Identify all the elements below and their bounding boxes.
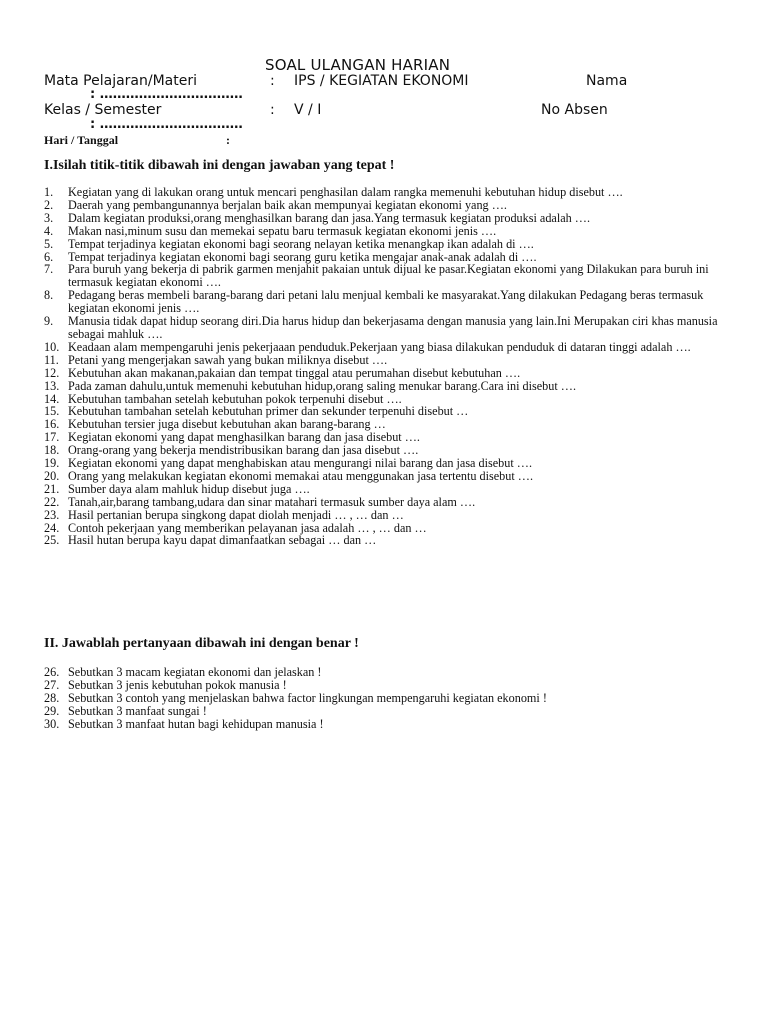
kelas-value: V / I (294, 102, 322, 118)
question-number: 21. (44, 481, 60, 496)
question-item (44, 367, 724, 380)
question-text: Hasil hutan berupa kayu dapat dimanfaatkan sebagai … dan … (68, 533, 377, 548)
question-item (44, 509, 724, 522)
question-number: 9. (44, 314, 54, 329)
mapel-separator: : (270, 73, 275, 89)
question-number: 11. (44, 352, 59, 367)
question-number: 28. (44, 690, 60, 705)
nama-dotted-field: : …………………………… (90, 87, 243, 102)
question-item (44, 354, 724, 367)
nama-label: Nama (586, 73, 628, 89)
question-text: Sumber daya alam mahluk hidup disebut juga …. (68, 481, 310, 496)
question-number: 16. (44, 417, 60, 432)
question-item (44, 289, 724, 315)
question-text: Petani yang mengerjakan sawah yang bukan miliknya disebut …. (68, 352, 388, 367)
question-number: 3. (44, 210, 54, 225)
question-number: 6. (44, 249, 54, 264)
question-text: Sebutkan 3 macam kegiatan ekonomi dan jelaskan ! (68, 665, 322, 679)
question-number: 7. (44, 262, 54, 277)
question-text: Kebutuhan tersier juga disebut kebutuhan akan barang-barang … (68, 417, 386, 432)
question-text: Sebutkan 3 jenis kebutuhan pokok manusia ! (68, 677, 287, 692)
question-item (44, 263, 724, 289)
question-number: 23. (44, 507, 60, 522)
question-text: Dalam kegiatan produksi,orang menghasilkan barang dan jasa.Yang termasuk kegiatan produksi adalah …. (68, 210, 591, 225)
question-text: Kebutuhan tambahan setelah kebutuhan primer dan sekunder terpenuhi disebut … (68, 404, 469, 419)
question-text: Kebutuhan akan makanan,pakaian dan tempat tinggal atau perumahan disebut kebutuhan …. (68, 365, 521, 380)
question-number: 4. (44, 223, 54, 238)
question-item (44, 457, 724, 470)
question-number: 8. (44, 288, 54, 303)
question-text: Kegiatan yang di lakukan orang untuk mencari penghasilan dalam rangka memenuhi kebutuhan hidup disebut …. (68, 185, 623, 199)
question-item (44, 238, 724, 251)
question-number: 15. (44, 404, 60, 419)
question-text: Sebutkan 3 contoh yang menjelaskan bahwa factor lingkungan mempengaruhi kegiatan ekonomi ! (68, 690, 547, 705)
question-item (44, 186, 724, 199)
question-number: 12. (44, 365, 60, 380)
question-text: Para buruh yang bekerja di pabrik garmen menjahit pakaian untuk dijual ke pasar.Kegiatan ekonomi yang Dilakukan para buruh ini termasuk kegiatan ekonomi …. (68, 262, 709, 290)
mapel-value: IPS / KEGIATAN EKONOMI (294, 73, 469, 89)
question-number: 20. (44, 468, 60, 483)
page-title: SOAL ULANGAN HARIAN (265, 56, 451, 74)
question-number: 14. (44, 391, 60, 406)
question-text: Kegiatan ekonomi yang dapat menghasilkan barang dan jasa disebut …. (68, 430, 420, 445)
question-text: Tempat terjadinya kegiatan ekonomi bagi seorang guru ketika mengajar anak-anak adalah di …. (68, 249, 537, 264)
question-text: Manusia tidak dapat hidup seorang diri.Dia harus hidup dan bekerjasama dengan manusia yang lain.Ini Merupakan ciri khas manusia sebagai mahluk …. (68, 314, 718, 341)
question-item (44, 483, 724, 496)
question-number: 27. (44, 677, 60, 692)
question-number: 24. (44, 520, 60, 535)
question-number: 26. (44, 665, 60, 679)
question-number: 10. (44, 339, 60, 354)
question-text: Orang yang melakukan kegiatan ekonomi memakai atau menggunakan jasa tertentu disebut …. (68, 468, 534, 483)
question-number: 17. (44, 430, 60, 445)
section1-heading: I.Isilah titik-titik dibawah ini dengan jawaban yang tepat ! (44, 158, 395, 173)
absen-dotted-field: : …………………………… (90, 117, 243, 132)
question-text: Tanah,air,barang tambang,udara dan sinar matahari termasuk sumber daya alam …. (68, 494, 476, 509)
question-item (44, 199, 724, 212)
question-item (44, 705, 724, 718)
section2-question-list (44, 666, 724, 731)
question-number: 1. (44, 185, 54, 199)
question-number: 13. (44, 378, 60, 393)
question-text: Pedagang beras membeli barang-barang dari petani lalu menjual kembali ke masyarakat.Yang dilakukan Pedagang beras termasuk kegiatan ekonomi jenis …. (68, 288, 704, 316)
question-item (44, 470, 724, 483)
section2-heading: II. Jawablah pertanyaan dibawah ini dengan benar ! (44, 636, 359, 651)
question-text: Orang-orang yang bekerja mendistribusikan barang dan jasa disebut …. (68, 443, 419, 458)
question-text: Kegiatan ekonomi yang dapat menghabiskan atau mengurangi nilai barang dan jasa disebut …. (68, 456, 532, 471)
question-item (44, 225, 724, 238)
tanggal-label: Hari / Tanggal (44, 133, 119, 147)
question-number: 5. (44, 236, 54, 251)
question-text: Sebutkan 3 manfaat hutan bagi kehidupan manusia ! (68, 716, 324, 731)
section1-question-list (44, 186, 724, 547)
question-text: Contoh pekerjaan yang memberikan pelayanan jasa adalah … , … dan … (68, 520, 427, 535)
kelas-separator: : (270, 102, 275, 118)
question-number: 19. (44, 456, 60, 471)
question-item (44, 679, 724, 692)
mapel-label: Mata Pelajaran/Materi (44, 73, 198, 89)
kelas-label: Kelas / Semester (44, 102, 162, 118)
question-item (44, 380, 724, 393)
question-item (44, 496, 724, 509)
question-number: 18. (44, 443, 60, 458)
absen-label: No Absen (541, 102, 608, 118)
question-text: Sebutkan 3 manfaat sungai ! (68, 703, 207, 718)
question-text: Makan nasi,minum susu dan memekai sepatu baru termasuk kegiatan ekonomi jenis …. (68, 223, 497, 238)
question-item (44, 212, 724, 225)
question-text: Kebutuhan tambahan setelah kebutuhan pokok terpenuhi disebut …. (68, 391, 402, 406)
question-item (44, 718, 724, 731)
question-text: Keadaan alam mempengaruhi jenis pekerjaaan penduduk.Pekerjaan yang biasa dilakukan penduduk di dataran tinggi adalah …. (68, 339, 691, 354)
question-text: Hasil pertanian berupa singkong dapat diolah menjadi … , … dan … (68, 507, 404, 522)
question-text: Tempat terjadinya kegiatan ekonomi bagi seorang nelayan ketika menangkap ikan adalah di …. (68, 236, 534, 251)
question-number: 30. (44, 716, 60, 731)
question-item (44, 692, 724, 705)
question-item (44, 341, 724, 354)
tanggal-separator: : (226, 133, 230, 147)
question-number: 25. (44, 533, 60, 548)
question-number: 22. (44, 494, 60, 509)
question-text: Pada zaman dahulu,untuk memenuhi kebutuhan hidup,orang saling menukar barang.Cara ini disebut …. (68, 378, 577, 393)
question-item (44, 315, 724, 341)
question-number: 29. (44, 703, 60, 718)
question-item (44, 666, 724, 679)
question-number: 2. (44, 197, 54, 212)
question-text: Daerah yang pembangunannya berjalan baik akan mempunyai kegiatan ekonomi yang …. (68, 197, 507, 212)
question-item (44, 534, 724, 547)
